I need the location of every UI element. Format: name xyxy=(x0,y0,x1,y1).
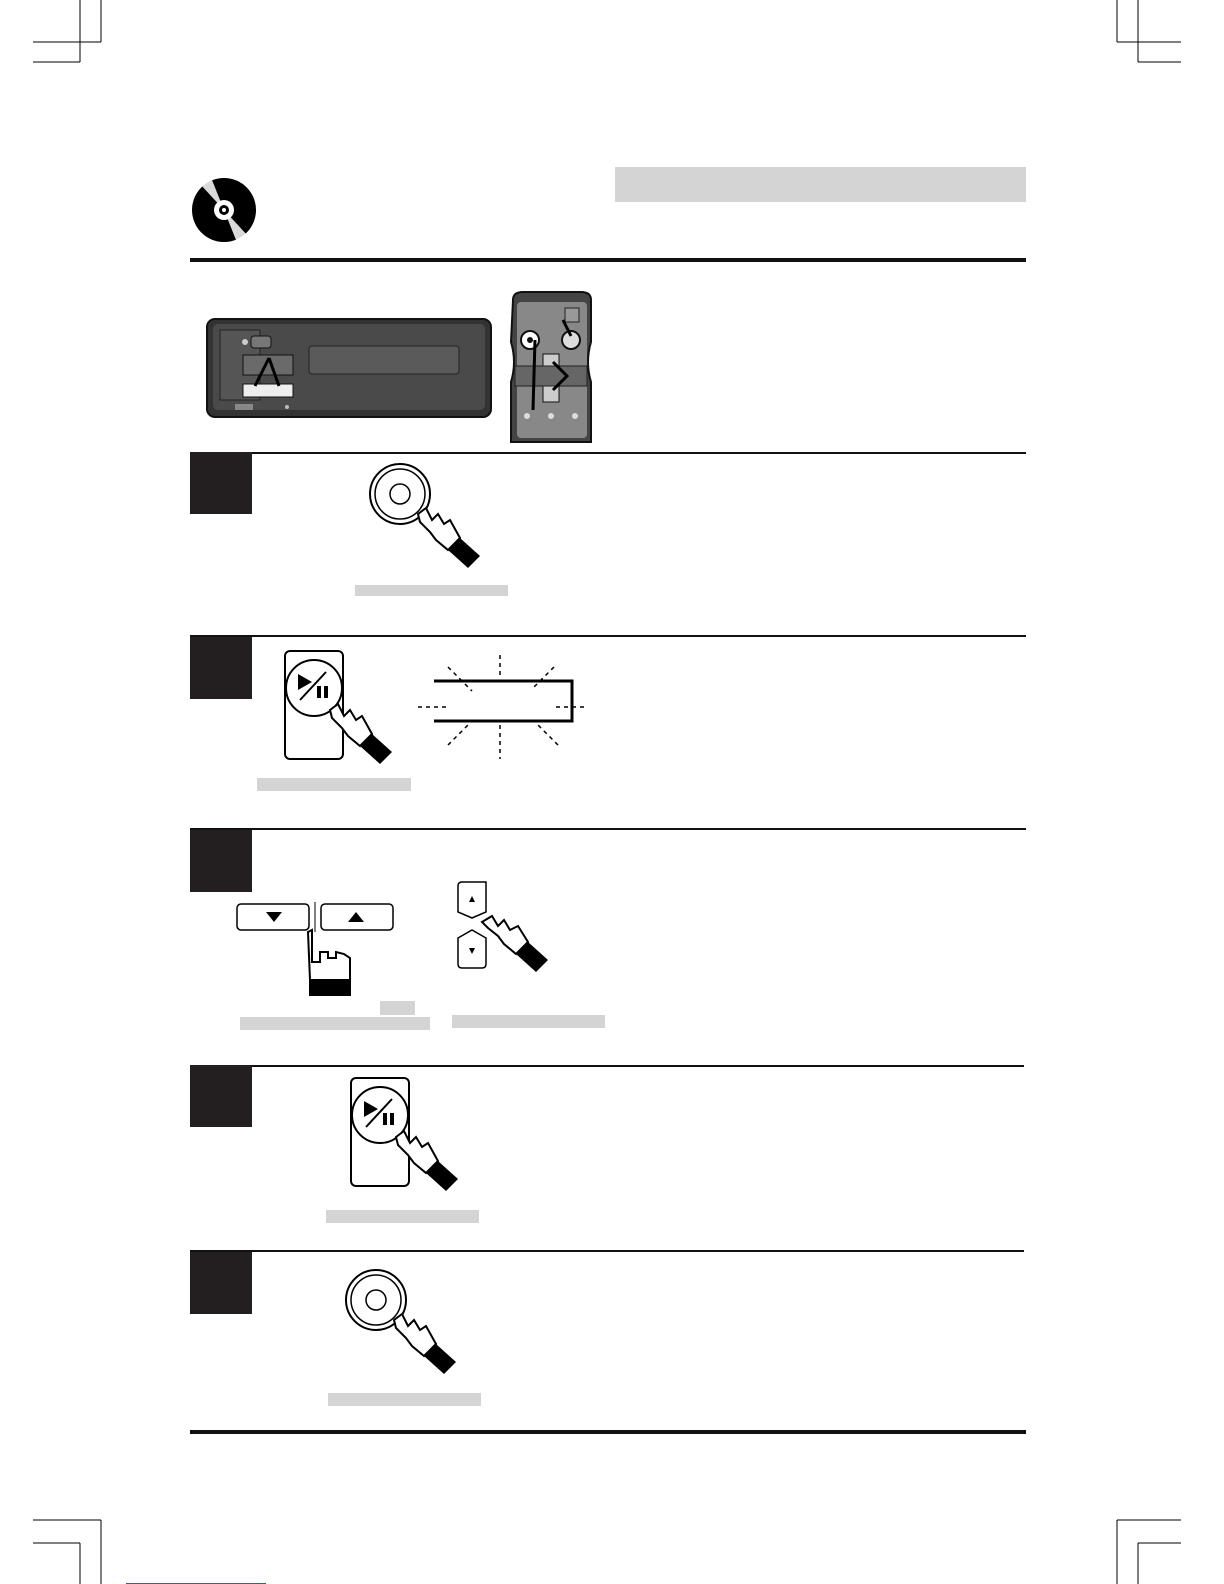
step-3-caption-bar-small xyxy=(380,1001,415,1015)
step-2-rule xyxy=(190,635,1026,637)
step-4-number-box xyxy=(190,1065,252,1127)
title-bar xyxy=(615,167,1026,202)
play-pause-button-press-icon xyxy=(284,650,414,766)
circle-button-press-icon xyxy=(368,462,498,572)
step-3-caption-bar-right xyxy=(452,1015,605,1028)
step-3-rule xyxy=(190,828,1026,830)
step-4-number: 4 xyxy=(190,1078,191,1079)
step-5-number-box xyxy=(190,1252,252,1314)
head-unit-illustration xyxy=(205,316,495,420)
cd-disc-icon xyxy=(190,176,260,246)
step-2-number-box xyxy=(190,637,252,699)
flashing-display-icon xyxy=(418,653,598,763)
step-2-caption-bar xyxy=(257,778,411,791)
step-4-caption-bar xyxy=(326,1210,479,1223)
step-5-caption-bar xyxy=(328,1393,481,1406)
step-2-number: 2 xyxy=(190,650,191,651)
play-pause-button-press-icon-2 xyxy=(350,1077,480,1193)
header-rule xyxy=(190,258,1026,262)
step-1-caption-bar xyxy=(355,585,508,596)
up-down-buttons-press-icon xyxy=(236,902,396,998)
step-4-rule xyxy=(190,1065,1024,1067)
step-1-rule xyxy=(190,452,1026,454)
step-5-number: 5 xyxy=(190,1265,191,1266)
step-5-rule xyxy=(190,1250,1024,1252)
step-3-caption-bar-left xyxy=(240,1017,430,1030)
remote-up-down-press-icon xyxy=(456,882,566,978)
circle-button-press-icon-2 xyxy=(344,1268,474,1378)
step-3-number-box xyxy=(190,830,252,892)
remote-illustration xyxy=(507,292,597,444)
footer-rule xyxy=(190,1430,1026,1434)
step-1-number: 1 xyxy=(190,465,191,466)
step-1-number-box xyxy=(190,452,252,514)
step-3-number: 3 xyxy=(190,843,191,844)
